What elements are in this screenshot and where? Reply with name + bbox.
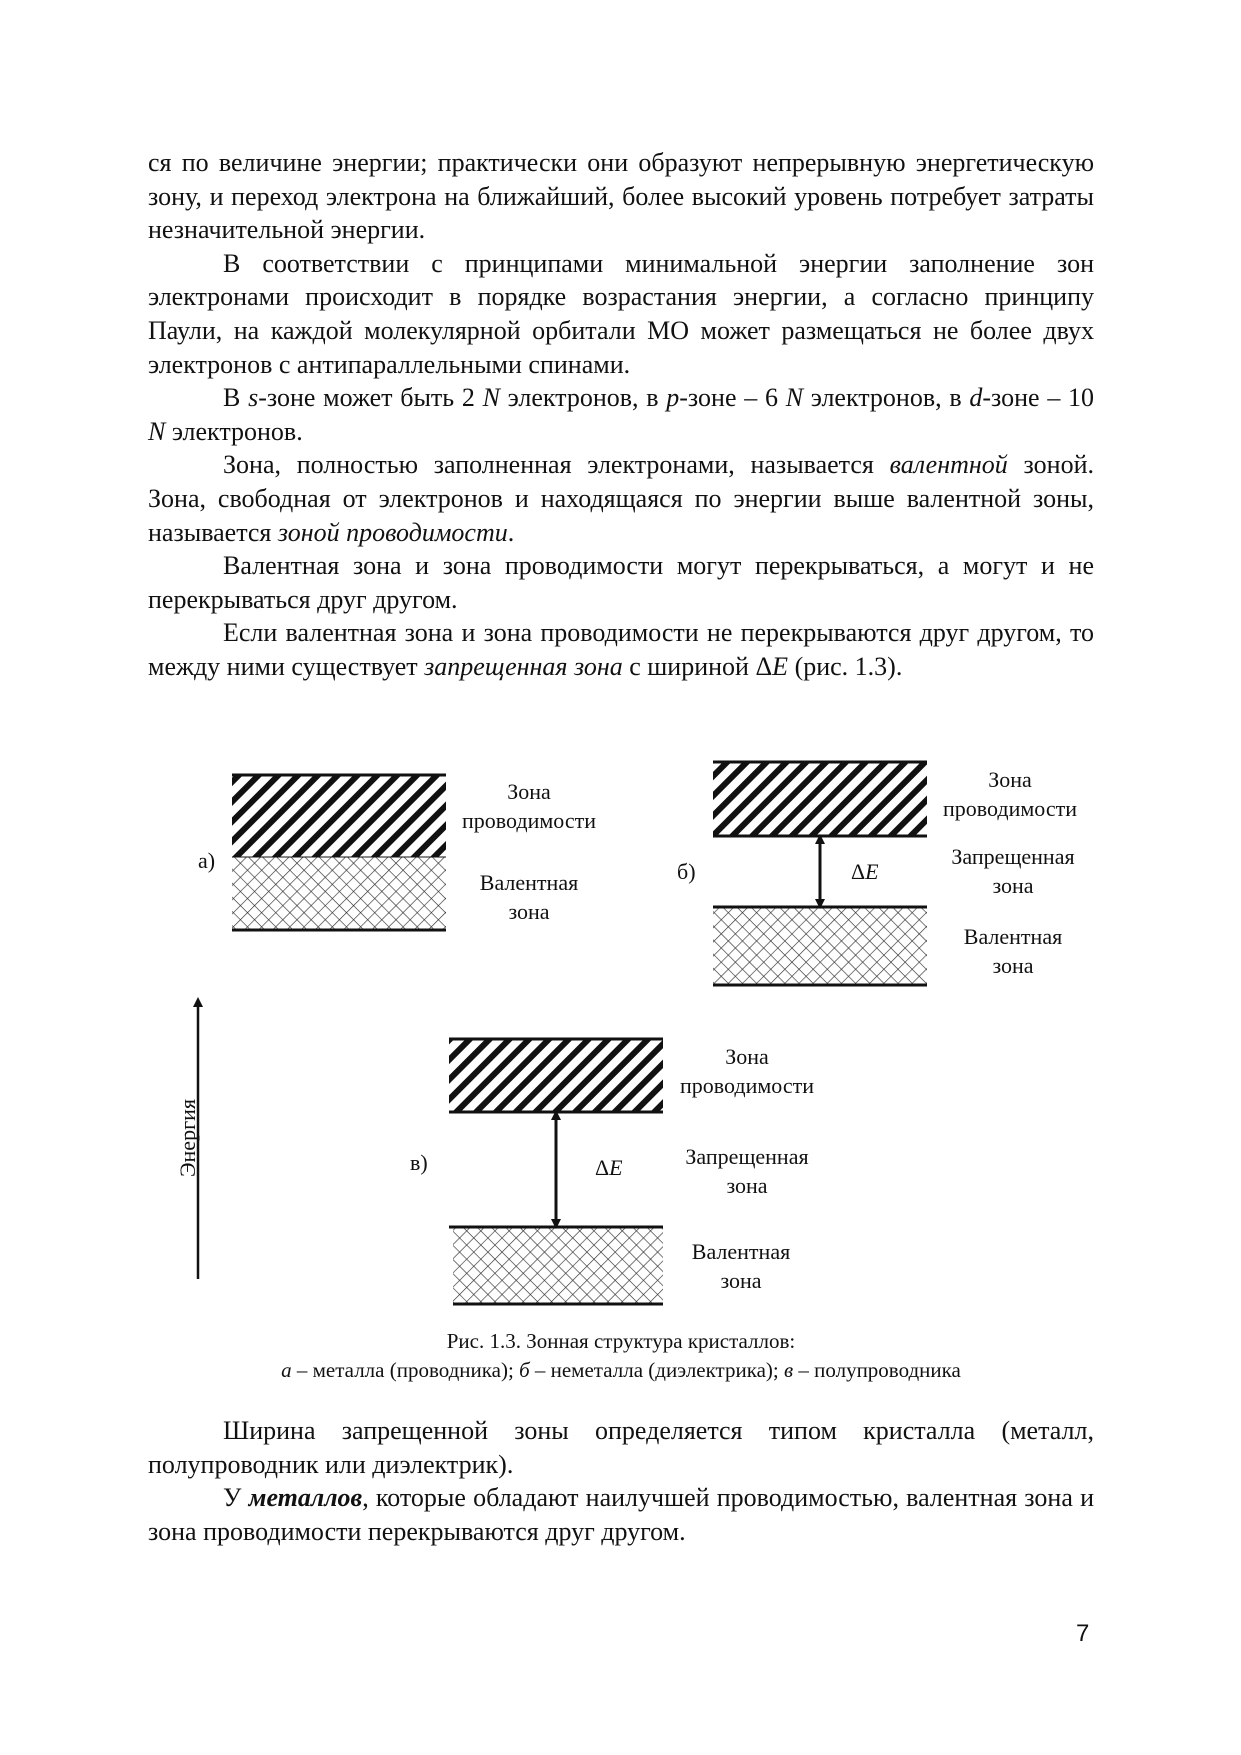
term-valence-band: валентной: [889, 450, 1008, 480]
paragraph-4: Зона, полностью заполненная электронами, называется валентной зоной. Зона, свободная от электронов и находящаяся по энергии выше валентной зоны, называется зоной проводимости.: [148, 450, 1094, 547]
energy-axis-label: Энергия: [175, 1099, 200, 1177]
panel-c-forbidden-label: Запрещенная зона: [685, 1144, 809, 1198]
panel-c-gap-label: ΔE: [595, 1155, 623, 1180]
paragraph-1: ся по величине энергии; практически они образуют непрерывную энергетическую зону, и переход электрона на ближайший, более высокий уровень потребует затраты незначительной энергии.: [148, 148, 1094, 245]
panel-c-conduction-label: Зона проводимости: [680, 1044, 814, 1098]
panel-c-valence-band: [453, 1227, 663, 1304]
caption-title: Рис. 1.3. Зонная структура кристаллов:: [446, 1329, 796, 1353]
panel-a-valence-band: [232, 857, 446, 930]
panel-a-conduction-label: Зона проводимости: [462, 779, 596, 833]
panel-b-gap-label: ΔE: [851, 859, 879, 884]
panel-a-letter: а): [198, 848, 216, 873]
panel-c-valence-label: Валентная зона: [691, 1239, 791, 1293]
caption-legend: а – металла (проводника); б – неметалла (диэлектрика); в – полупроводника: [281, 1358, 961, 1382]
panel-b-valence-band: [713, 907, 927, 985]
paragraph-2: В соответствии с принципами минимальной энергии заполнение зон электронами происходит в порядке возрастания энергии, а согласно принципу Паули, на каждой молекулярной орбитали МО может размещаться не более двух электронов с антипараллельными спинами.: [148, 248, 1094, 379]
paragraph-6: Если валентная зона и зона проводимости не перекрываются друг другом, то между ними существует запрещенная зона с шириной ΔE (рис. 1.3).: [148, 618, 1094, 681]
panel-b-letter: б): [677, 859, 696, 884]
panel-b-valence-label: Валентная зона: [963, 924, 1063, 978]
panel-a-valence-label: Валентная зона: [479, 870, 579, 924]
panel-c-conduction-band: [449, 1039, 663, 1112]
term-forbidden-band: запрещенная зона: [424, 651, 623, 681]
bottom-text-block: [148, 1414, 1094, 1548]
panel-c-bands: [449, 1039, 663, 1304]
figure-caption: [148, 1327, 1094, 1385]
term-metals: металлов: [248, 1483, 363, 1513]
paragraph-3: В s-зоне может быть 2 N электронов, в p-зоне – 6 N электронов, в d-зоне – 10 N электронов.: [148, 383, 1095, 446]
paragraph-7: Ширина запрещенной зоны определяется типом кристалла (металл, полупроводник или диэлектрик).: [148, 1416, 1094, 1479]
panel-c-letter: в): [410, 1150, 428, 1175]
paragraph-5: Валентная зона и зона проводимости могут перекрываться, а могут и не перекрываться друг другом.: [148, 551, 1094, 614]
panel-b-conduction-label: Зона проводимости: [943, 767, 1077, 821]
panel-b-bands: [713, 762, 927, 985]
page-number: 7: [1076, 1620, 1090, 1647]
panel-a-bands: [232, 775, 446, 930]
term-conduction-band: зоной проводимости: [277, 517, 508, 547]
paragraph-8: У металлов, которые обладают наилучшей проводимостью, валентная зона и зона проводимости перекрываются друг другом.: [148, 1483, 1094, 1546]
panel-a-conduction-band: [232, 775, 446, 857]
panel-b-conduction-band: [713, 762, 927, 836]
panel-b-forbidden-label: Запрещенная зона: [951, 844, 1075, 898]
